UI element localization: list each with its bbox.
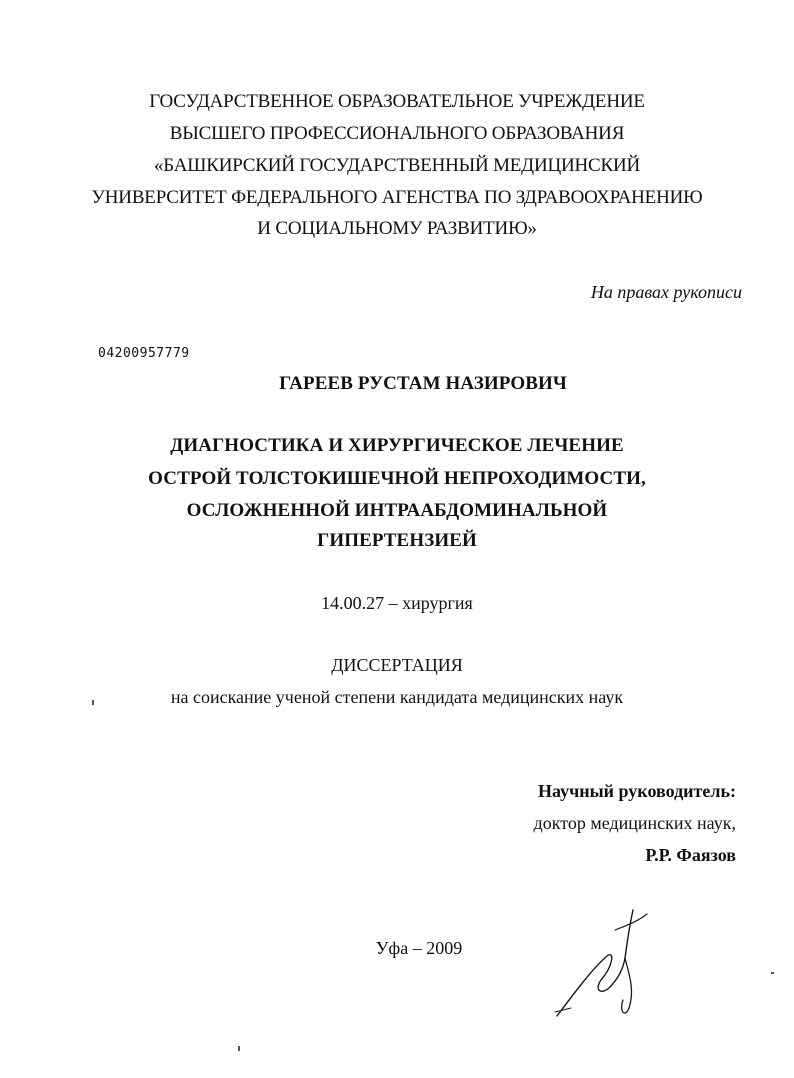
author-name: ГАРЕЕВ РУСТАМ НАЗИРОВИЧ (279, 373, 567, 394)
institution-line-2: ВЫСШЕГО ПРОФЕССИОНАЛЬНОГО ОБРАЗОВАНИЯ (169, 123, 625, 144)
institution-line-3: «БАШКИРСКИЙ ГОСУДАРСТВЕННЫЙ МЕДИЦИНСКИЙ (153, 155, 641, 176)
institution-line-1: ГОСУДАРСТВЕННОЕ ОБРАЗОВАТЕЛЬНОЕ УЧРЕЖДЕНИЕ (149, 91, 645, 112)
institution-line-5: И СОЦИАЛЬНОМУ РАЗВИТИЮ» (257, 218, 537, 239)
city-year: Уфа – 2009 (375, 938, 463, 958)
title-line-4: ГИПЕРТЕНЗИЕЙ (317, 530, 477, 551)
signature-mark (545, 900, 665, 1025)
document-type: ДИССЕРТАЦИЯ (331, 655, 463, 675)
supervisor-credentials: доктор медицинских наук, (533, 813, 736, 833)
institution-line-4: УНИВЕРСИТЕТ ФЕДЕРАЛЬНОГО АГЕНСТВА ПО ЗДРАВООХРАНЕНИЮ (91, 187, 703, 208)
manuscript-note: На правах рукописи (590, 282, 742, 302)
specialty-code: 14.00.27 – хирургия (321, 593, 473, 613)
supervisor-name: Р.Р. Фаязов (645, 845, 736, 865)
supervisor-heading: Научный руководитель: (538, 781, 736, 801)
degree-line: на соискание ученой степени кандидата медицинских наук (170, 687, 624, 707)
catalog-number: 04200957779 (98, 346, 190, 361)
title-line-1: ДИАГНОСТИКА И ХИРУРГИЧЕСКОЕ ЛЕЧЕНИЕ (170, 435, 624, 456)
title-line-2: ОСТРОЙ ТОЛСТОКИШЕЧНОЙ НЕПРОХОДИМОСТИ, (148, 468, 646, 489)
scan-speck (92, 700, 94, 705)
title-line-3: ОСЛОЖНЕННОЙ ИНТРААБДОМИНАЛЬНОЙ (186, 500, 608, 521)
scan-speck (771, 972, 774, 974)
scan-speck (238, 1046, 240, 1051)
